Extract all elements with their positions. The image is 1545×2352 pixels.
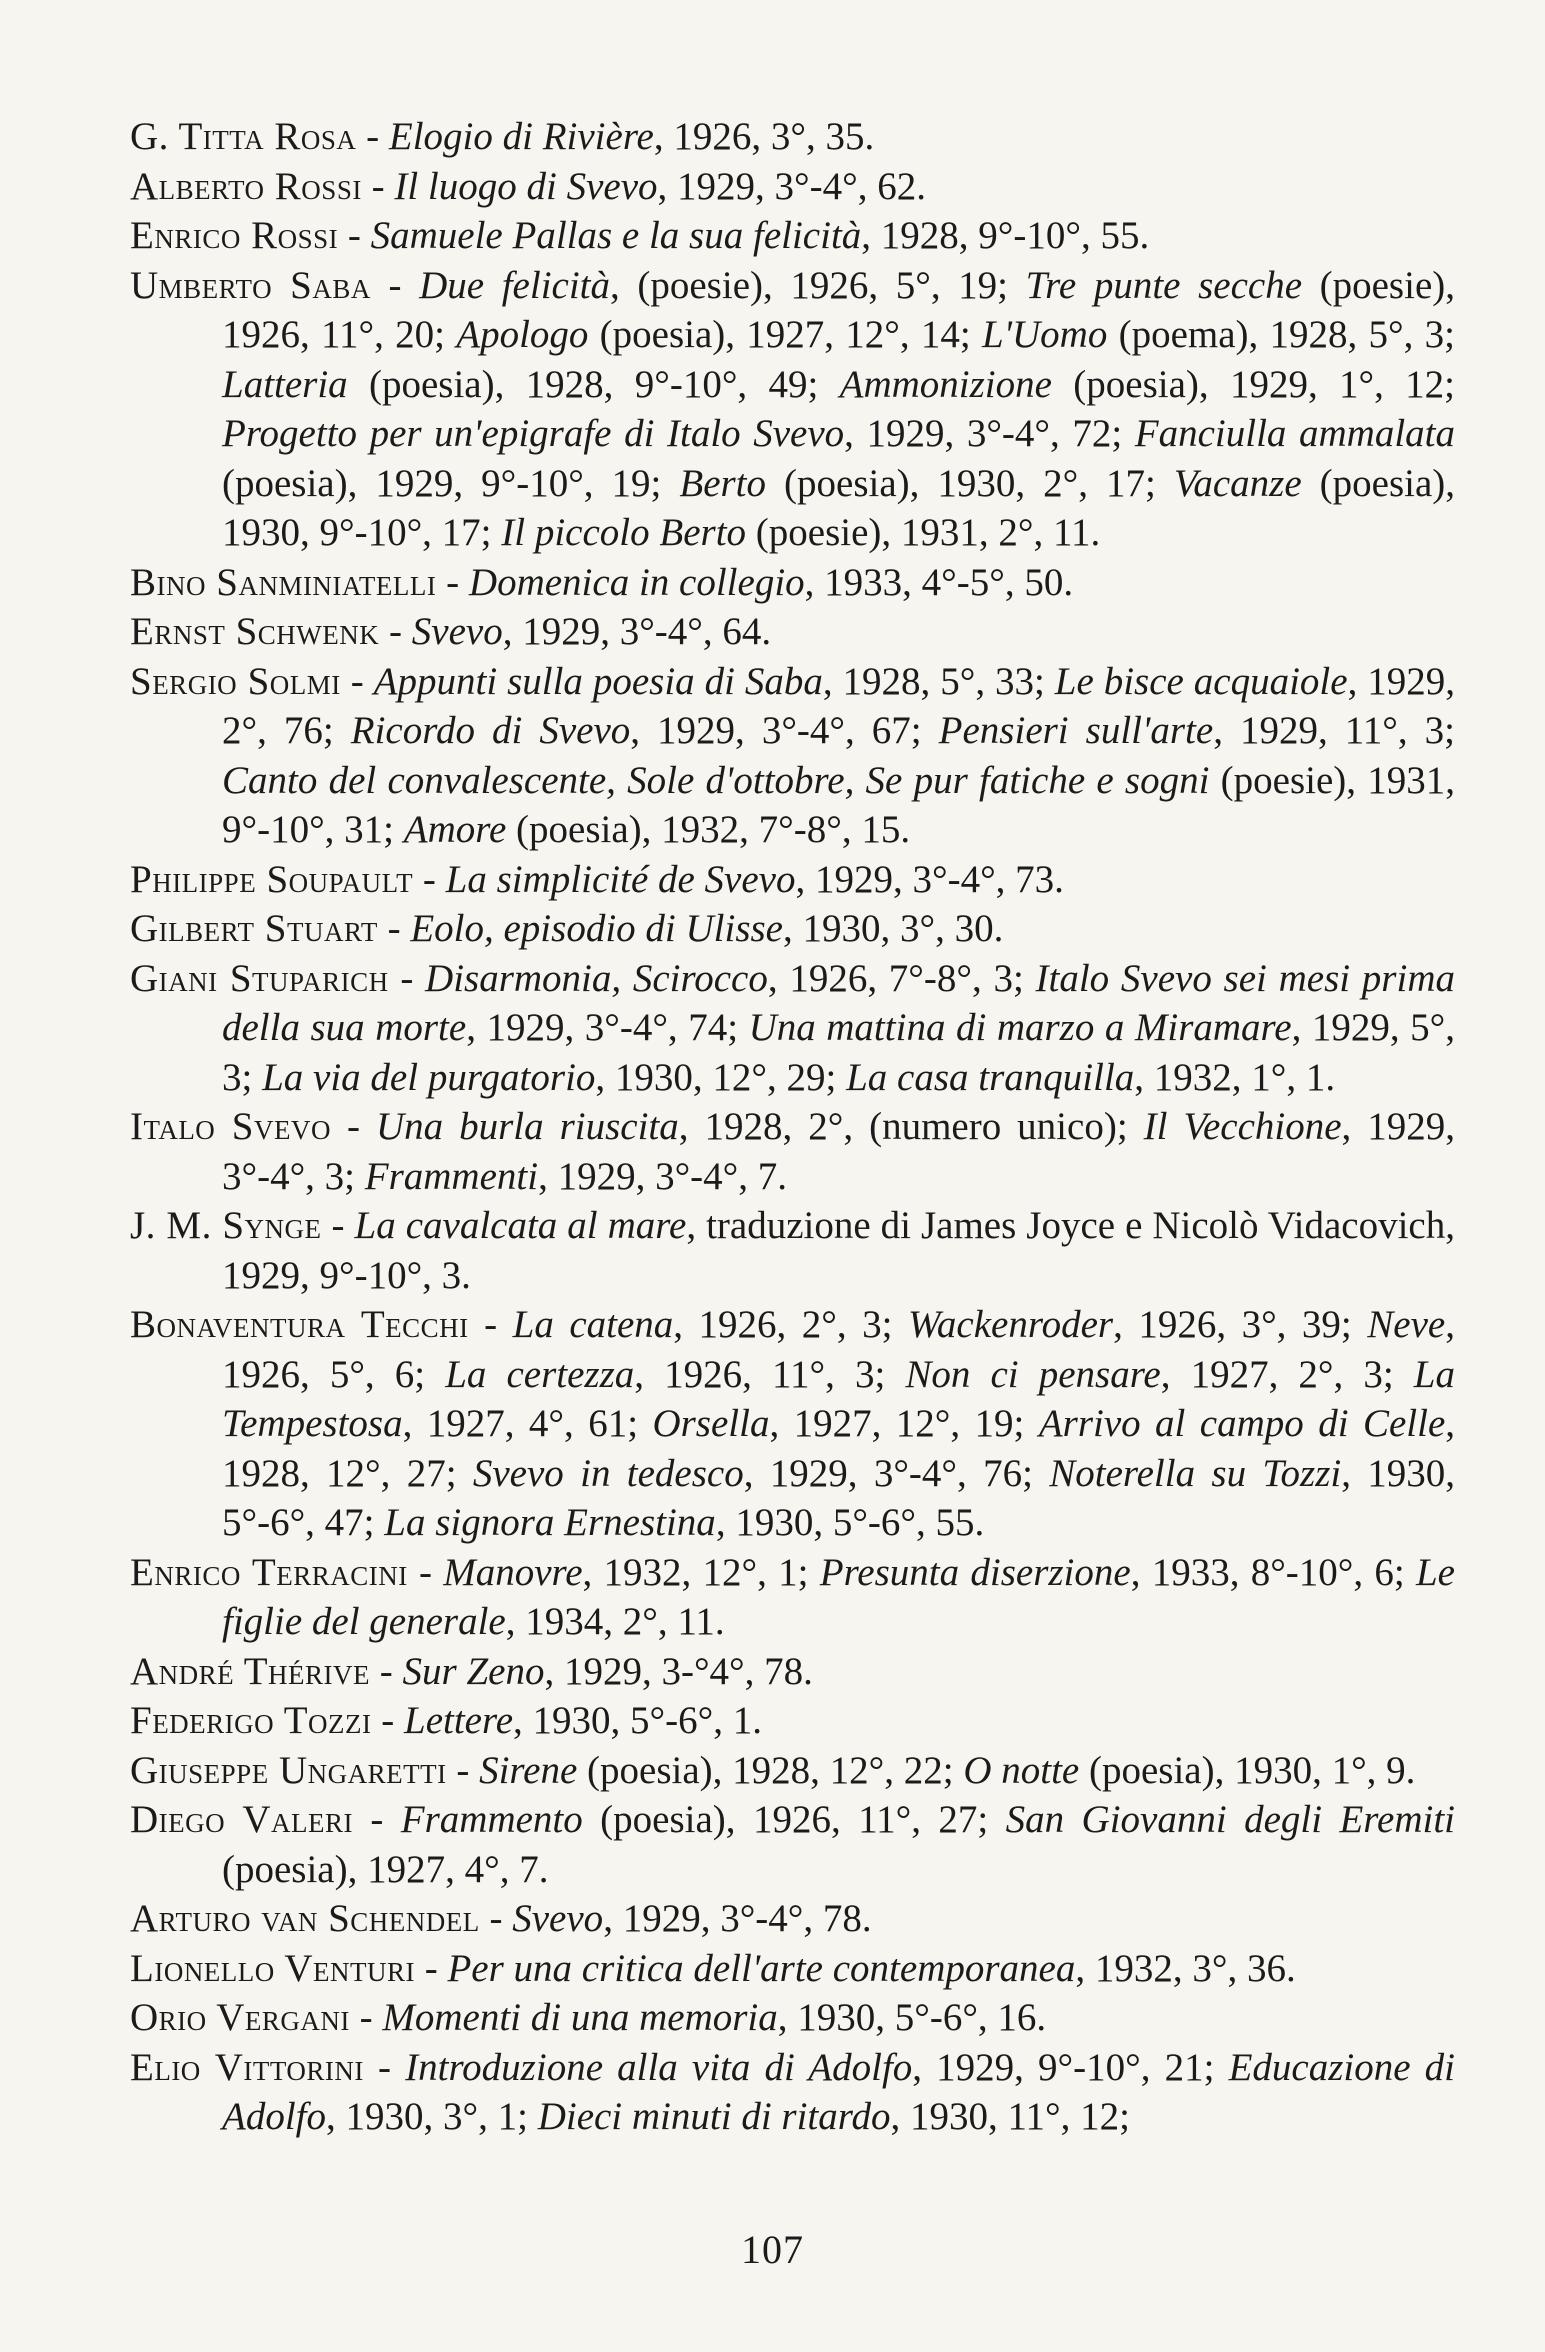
citation-text: , 1929, 3°-4°, 72; — [844, 412, 1135, 455]
work-title: Canto del convalescente, Sole d'ottobre, Se pur fatiche e sogni — [222, 758, 1210, 802]
citation-text: (poema), 1928, 5°, 3; — [1107, 313, 1455, 356]
citation-text: - — [370, 263, 420, 307]
citation-text: (poesia), 1929, 1°, 12; — [1051, 362, 1455, 406]
work-title: Momenti di una memoria — [382, 1996, 778, 2039]
work-title: San Giovanni degli Eremiti — [1005, 1798, 1456, 1841]
citation-text: , 1930, 11°, 12; — [890, 2095, 1130, 2138]
citation-text: , 1929, 3°-4°, 64. — [502, 610, 772, 653]
work-title: Lettere — [404, 1699, 514, 1742]
bibliography-entry — [130, 1201, 1455, 1300]
bibliography-entry — [130, 1647, 1455, 1697]
citation-text: - — [371, 1699, 405, 1742]
bibliography-entry — [130, 1993, 1455, 2043]
work-title: Introduzione alla vita di Adolfo — [405, 2045, 913, 2089]
citation-text: , 1929, 3°-4°, 76; — [743, 1451, 1050, 1495]
citation-text: , 1926, 3°, 35. — [653, 115, 875, 158]
citation-text: , 1927, 12°, 19; — [769, 1402, 1039, 1445]
work-title: Pensieri sull'arte — [938, 709, 1214, 752]
bibliography-entry — [130, 1795, 1455, 1894]
citation-text: , 1929, 3°-4°, 73. — [795, 857, 1064, 901]
citation-text: - — [321, 1204, 355, 1247]
citation-text: - — [388, 956, 426, 1000]
work-title: Orsella — [652, 1402, 770, 1445]
work-title: La cavalcata al mare — [354, 1204, 687, 1247]
citation-text: - — [407, 1550, 444, 1594]
citation-text: , 1929, 9°-10°, 21; — [912, 2045, 1229, 2089]
bibliography-entry — [130, 1696, 1455, 1746]
citation-text: , traduzione di James Joyce e Nicolò Vidacovich, 1929, 9°-10°, 3. — [222, 1204, 1455, 1297]
work-title: Progetto per un'epigrafe di Italo Svevo — [222, 412, 845, 455]
bibliography-entry — [130, 904, 1455, 954]
citation-text: - — [377, 907, 411, 950]
work-title: Samuele Pallas e la sua felicità — [370, 214, 862, 257]
citation-text: , 1926, 7°-8°, 3; — [767, 956, 1036, 1000]
citation-text: , 1930, 3°, 30. — [783, 907, 1004, 950]
work-title: Fanciulla ammalata — [1134, 412, 1456, 455]
entry-author: Bino Sanminiatelli — [130, 560, 437, 604]
entry-author: Philippe Soupault — [130, 857, 414, 901]
citation-text: , 1929, 3°-4°, 74; — [466, 1006, 749, 1049]
work-title: L'Uomo — [981, 313, 1108, 356]
citation-text: (poesia), 1928, 9°-10°, 49; — [347, 362, 840, 406]
citation-text: , (poesie), 1926, 5°, 19; — [610, 263, 1026, 307]
bibliography-entry — [130, 855, 1455, 905]
citation-text: , 1929, 3°-4°, 7. — [538, 1154, 788, 1198]
citation-text: - — [479, 1897, 513, 1940]
entry-author: G. Titta Rosa — [130, 115, 357, 158]
page-number: 107 — [741, 2227, 804, 2272]
work-title: Italo Svevo sei mesi prima della sua morte — [222, 956, 1455, 1049]
entry-author: Italo Svevo — [130, 1105, 331, 1148]
citation-text: , 1929, 3-°4°, 78. — [544, 1649, 813, 1693]
citation-text: , 1932, 12°, 1; — [582, 1550, 820, 1594]
citation-text: , 1930, 5°-6°, 16. — [777, 1996, 1047, 2039]
work-title: La catena — [512, 1303, 674, 1346]
work-title: Apologo — [456, 313, 589, 356]
entry-author: Federigo Tozzi — [130, 1699, 372, 1742]
bibliography-entry — [130, 1746, 1455, 1796]
bibliography-entry — [130, 211, 1455, 261]
citation-text: , 1928, 5°, 33; — [822, 659, 1055, 703]
bibliography-entry — [130, 261, 1455, 558]
work-title: Latteria — [222, 362, 348, 406]
work-title: Ricordo di Svevo — [350, 709, 631, 752]
citation-text: - — [436, 560, 469, 604]
work-title: Manovre — [443, 1550, 583, 1594]
work-title: Wackenroder — [908, 1303, 1114, 1346]
entry-author: Ernst Schwenk — [130, 610, 380, 653]
work-title: Il Vecchione — [1143, 1105, 1342, 1148]
work-title: Elogio di Rivière — [388, 115, 654, 158]
work-title: Frammenti — [364, 1154, 539, 1198]
entry-author: Diego Valeri — [130, 1798, 353, 1841]
work-title: La signora Ernestina — [384, 1501, 716, 1544]
citation-text: (poesia), 1930, 2°, 17; — [766, 461, 1174, 505]
citation-text: , 1934, 2°, 11. — [505, 1600, 725, 1643]
citation-text: , 1927, 4°, 61; — [402, 1402, 653, 1445]
work-title: Presunta diserzione — [819, 1550, 1131, 1594]
work-title: Educazione di Adolfo — [222, 2045, 1455, 2138]
work-title: Sur Zeno — [402, 1649, 545, 1693]
entry-author: Enrico Terracini — [130, 1550, 408, 1594]
citation-text: , 1929, 5°, 3; — [222, 1006, 1455, 1099]
citation-text: (poesia), 1930, 9°-10°, 17; — [222, 461, 1455, 554]
entry-author: Bonaventura Tecchi — [130, 1303, 469, 1346]
citation-text: (poesia), 1926, 11°, 27; — [582, 1798, 1006, 1841]
citation-text: - — [468, 1303, 513, 1346]
entry-author: Arturo van Schendel — [130, 1897, 480, 1940]
citation-text: , 1930, 12°, 29; — [595, 1055, 847, 1099]
work-title: Vacanze — [1173, 461, 1302, 505]
work-title: Eolo, episodio di Ulisse — [410, 907, 783, 950]
entry-author: Gilbert Stuart — [130, 907, 378, 950]
bibliography-entry — [130, 1944, 1455, 1994]
bibliography-entry — [130, 607, 1455, 657]
bibliography-entry — [130, 1300, 1455, 1548]
citation-text: - — [356, 115, 389, 158]
work-title: Arrivo al campo di Celle — [1038, 1402, 1446, 1445]
bibliography-entry — [130, 2043, 1455, 2142]
citation-text: , 1930, 5°-6°, 55. — [715, 1501, 985, 1544]
entry-author: Giuseppe Ungaretti — [130, 1748, 447, 1792]
work-title: Ammonizione — [839, 362, 1052, 406]
citation-text: , 1928, 9°-10°, 55. — [861, 214, 1150, 257]
citation-text: (poesie), 1931, 2°, 11. — [746, 511, 1101, 554]
citation-text: , 1929, 3°-4°, 67; — [630, 709, 939, 752]
citation-text: - — [353, 1798, 401, 1841]
entry-author: Enrico Rossi — [130, 214, 339, 257]
citation-text: , 1929, 3°-4°, 3; — [222, 1105, 1456, 1198]
citation-text: - — [413, 857, 446, 901]
bibliography-entry — [130, 162, 1455, 212]
entry-author: Orio Vergani — [130, 1996, 350, 2039]
work-title: Domenica in collegio — [468, 560, 805, 604]
work-title: O notte — [963, 1748, 1080, 1792]
citation-text: - — [370, 1649, 403, 1693]
citation-text: , 1927, 2°, 3; — [1160, 1352, 1414, 1396]
work-title: Due felicità — [419, 263, 611, 307]
citation-text: - — [338, 214, 371, 257]
citation-text: - — [414, 1946, 448, 1990]
work-title: Per una critica dell'arte contemporanea — [447, 1946, 1076, 1990]
citation-text: (poesia), 1929, 9°-10°, 19; — [222, 461, 680, 505]
citation-text: (poesia), 1930, 1°, 9. — [1079, 1748, 1416, 1792]
work-title: Il piccolo Berto — [501, 511, 747, 554]
work-title: Sirene — [479, 1748, 578, 1792]
bibliography-list — [130, 112, 1455, 2142]
work-title: Le bisce acquaiole — [1054, 659, 1348, 703]
citation-text: (poesie), 1931, 9°-10°, 31; — [222, 758, 1455, 851]
work-title: La Tempestosa — [222, 1352, 1455, 1445]
citation-text: , 1929, 2°, 76; — [222, 659, 1456, 752]
entry-author: Alberto Rossi — [130, 164, 362, 208]
entry-author: Lionello Venturi — [130, 1946, 415, 1990]
citation-text: (poesia), 1928, 12°, 22; — [577, 1748, 964, 1792]
work-title: Il luogo di Svevo — [394, 164, 658, 208]
citation-text: , 1932, 1°, 1. — [1134, 1055, 1336, 1099]
citation-text: (poesie), 1926, 11°, 20; — [222, 263, 1455, 356]
citation-text: , 1926, 3°, 39; — [1113, 1303, 1368, 1346]
work-title: Tre punte secche — [1025, 263, 1303, 307]
citation-text: , 1929, 3°-4°, 78. — [603, 1897, 872, 1940]
entry-author: J. M. Synge — [130, 1204, 322, 1247]
work-title: Berto — [679, 461, 767, 505]
work-title: La certezza — [445, 1352, 635, 1396]
work-title: La via del purgatorio — [262, 1055, 596, 1099]
work-title: Svevo — [411, 610, 503, 653]
bibliography-entry — [130, 954, 1455, 1103]
work-title: Svevo in tedesco — [472, 1451, 744, 1495]
bibliography-entry — [130, 558, 1455, 608]
citation-text: , 1932, 3°, 36. — [1075, 1946, 1296, 1990]
citation-text: , 1929, 3°-4°, 62. — [657, 164, 926, 208]
work-title: Amore — [403, 808, 507, 851]
citation-text: - — [349, 1996, 383, 2039]
work-title: Svevo — [512, 1897, 604, 1940]
entry-author: André Thérive — [130, 1649, 371, 1693]
citation-text: - — [340, 659, 374, 703]
citation-text: , 1930, 3°, 1; — [326, 2095, 538, 2138]
work-title: La casa tranquilla — [846, 1055, 1135, 1099]
citation-text: - — [330, 1105, 376, 1148]
citation-text: , 1929, 11°, 3; — [1213, 709, 1456, 752]
work-title: Frammento — [400, 1798, 583, 1841]
bibliography-entry — [130, 1548, 1455, 1647]
work-title: Neve — [1367, 1303, 1446, 1346]
citation-text: , 1928, 12°, 27; — [222, 1402, 1456, 1495]
citation-text: , 1926, 2°, 3; — [673, 1303, 908, 1346]
work-title: Appunti sulla poesia di Saba — [373, 659, 823, 703]
entry-author: Elio Vittorini — [130, 2045, 364, 2089]
citation-text: , 1930, 5°-6°, 1. — [513, 1699, 762, 1742]
work-title: Le figlie del generale — [222, 1550, 1455, 1643]
citation-text: , 1926, 11°, 3; — [634, 1352, 906, 1396]
bibliography-entry — [130, 112, 1455, 162]
citation-text: (poesia), 1927, 4°, 7. — [222, 1847, 549, 1891]
work-title: Dieci minuti di ritardo — [537, 2095, 891, 2138]
citation-text: , 1926, 5°, 6; — [222, 1303, 1455, 1396]
citation-text: - — [379, 610, 412, 653]
bibliography-entry — [130, 1102, 1455, 1201]
work-title: Non ci pensare — [905, 1352, 1161, 1396]
citation-text: , 1933, 4°-5°, 50. — [804, 560, 1074, 604]
bibliography-entry — [130, 1894, 1455, 1944]
bibliography-entry — [130, 657, 1455, 855]
work-title: La simplicité de Svevo — [445, 857, 796, 901]
citation-text: - — [363, 2045, 406, 2089]
citation-text: - — [361, 164, 395, 208]
work-title: Una mattina di marzo a Miramare — [748, 1006, 1292, 1049]
citation-text: , 1933, 8°-10°, 6; — [1130, 1550, 1416, 1594]
citation-text: , 1930, 5°-6°, 47; — [222, 1451, 1456, 1544]
citation-text: (poesia), 1927, 12°, 14; — [588, 313, 982, 356]
citation-text: - — [446, 1748, 480, 1792]
work-title: Una burla riuscita — [375, 1105, 679, 1148]
work-title: Disarmonia, Scirocco — [425, 956, 768, 1000]
entry-author: Sergio Solmi — [130, 659, 341, 703]
citation-text: (poesia), 1932, 7°-8°, 15. — [506, 808, 911, 851]
work-title: Noterella su Tozzi — [1049, 1451, 1342, 1495]
citation-text: , 1928, 2°, (numero unico); — [678, 1105, 1144, 1148]
entry-author: Giani Stuparich — [130, 956, 389, 1000]
entry-author: Umberto Saba — [130, 263, 371, 307]
